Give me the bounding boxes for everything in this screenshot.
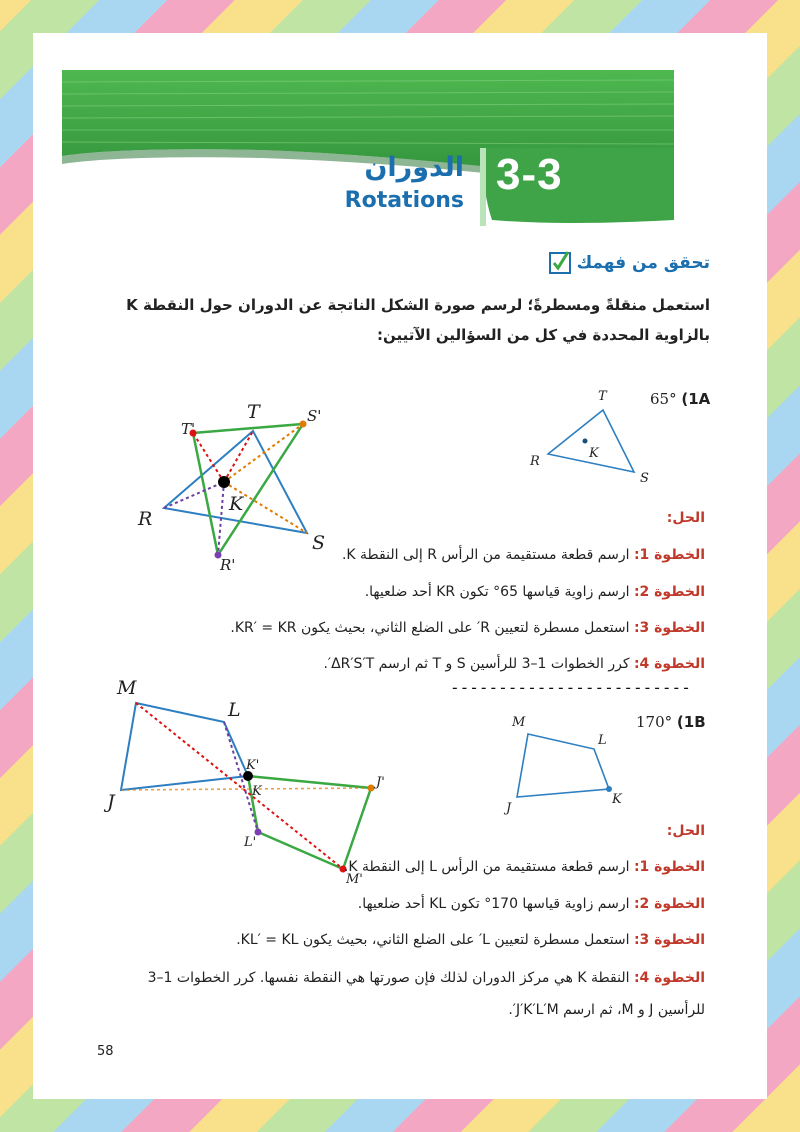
q1b-fig-label-L: L [228,699,241,721]
lesson-title-english: Rotations [344,188,464,213]
q1a-step-2-label: الخطوة 2: [633,584,705,600]
q1a-step-1-label: الخطوة 1: [633,547,705,563]
q1a-fig-label-Rp: R' [220,556,236,574]
instructions-text: استعمل منقلةً ومسطرةً؛ لرسم صورة الشكل الناتجة عن الدوران حول النقطة K بالزاوية المحددة في كل من السؤالين الآتيين: [126,296,710,344]
q1a-fig-label-S: S [312,532,326,554]
q1b-step-4-text: النقطة K هي مركز الدوران لذلك فإن صورتها هي النقطة نفسها. كرر الخطوات 1–3 للرأسين J و M، ثم ارسم J′K′L′M′. [147,970,705,1018]
q1a-label: 1A [688,390,711,408]
q1b-label-J: J [506,801,512,816]
q1b-label-K: K [612,792,622,807]
q1a-step-1-text: ارسم قطعة مستقيمة من الرأس R إلى النقطة K. [341,547,630,563]
q1a-fig-label-K: K [229,493,244,515]
q1b-image-quadrilateral [248,776,371,869]
q1b-step-2-text: ارسم زاوية قياسها 170° تكون KL أحد ضلعيها. [357,896,630,912]
q1b-fig-label-Lp: L' [244,835,257,850]
q1a-step-4-text: كرر الخطوات 1–3 للرأسين S و T ثم ارسم ΔR′S′T′. [323,656,630,672]
q1b-header: 170° (1B [636,713,706,731]
q1a-step-3-text: استعمل مسطرة لتعيين R′ على الضلع الثاني، بحيث يكون KR′ = KR. [230,620,630,636]
lesson-number: 3-3 [496,150,563,199]
q1b-segment-MMp [136,703,343,869]
q1a-fig-label-Sp: S' [307,407,322,425]
q1a-angle: 65° [650,390,677,408]
section-separator: ------------------------- [450,678,691,697]
q1b-fig-label-Mp: M' [346,872,363,887]
q1a-fig-label-R: R [138,508,153,530]
page-number: 58 [97,1044,114,1059]
q1b-fig-label-M: M [117,677,137,699]
q1b-label: 1B [683,713,706,731]
q1a-label-K: K [589,446,599,461]
q1a-solution-label: الحل: [666,510,705,526]
q1b-step-2 [358,896,705,912]
q1a-header: 65° (1A [650,390,711,408]
q1b-step-4 [105,962,705,1026]
q1a-label-S: S [640,471,649,486]
q1b-step-1-text: ارسم قطعة مستقيمة من الرأس L إلى النقطة K. [343,859,630,875]
q1a-label-T: T [598,389,607,404]
check-heading-text: تحقق من فهمك [576,253,710,273]
q1b-label-M: M [512,715,526,730]
q1b-point-Jp [368,785,375,792]
q1b-step-3-text: استعمل مسطرة لتعيين L′ على الضلع الثاني، بحيث يكون KL′ = KL. [236,932,630,948]
q1a-step-2-text: ارسم زاوية قياسها 65° تكون KR أحد ضلعيها. [364,584,630,600]
lesson-title-arabic: الدوران [364,152,464,183]
q1a-step-3-label: الخطوة 3: [633,620,705,636]
q1a-fig-label-T: T [247,401,260,423]
q1b-fig-label-K: K [252,784,262,799]
q1b-step-3 [236,932,705,948]
q1a-fig-label-Tp: T' [181,420,196,438]
q1b-step-2-label: الخطوة 2: [633,896,705,912]
q1a-label-R: R [530,454,540,469]
q1a-step-4-label: الخطوة 4: [633,656,705,672]
q1b-fig-label-J: J [107,791,115,813]
q1b-label-L: L [598,733,607,748]
q1b-step-3-label: الخطوة 3: [633,932,705,948]
q1b-fig-label-Kp: K' [246,758,260,773]
q1b-fig-label-Jp: J' [376,775,385,790]
q1b-step-1-label: الخطوة 1: [633,859,705,875]
q1b-angle: 170° [636,713,673,731]
q1b-step-1 [344,859,705,875]
q1b-solution-label: الحل: [666,823,705,839]
q1b-step-4-label: الخطوة 4: [633,970,705,986]
q1b-segment-JJp [121,788,371,790]
